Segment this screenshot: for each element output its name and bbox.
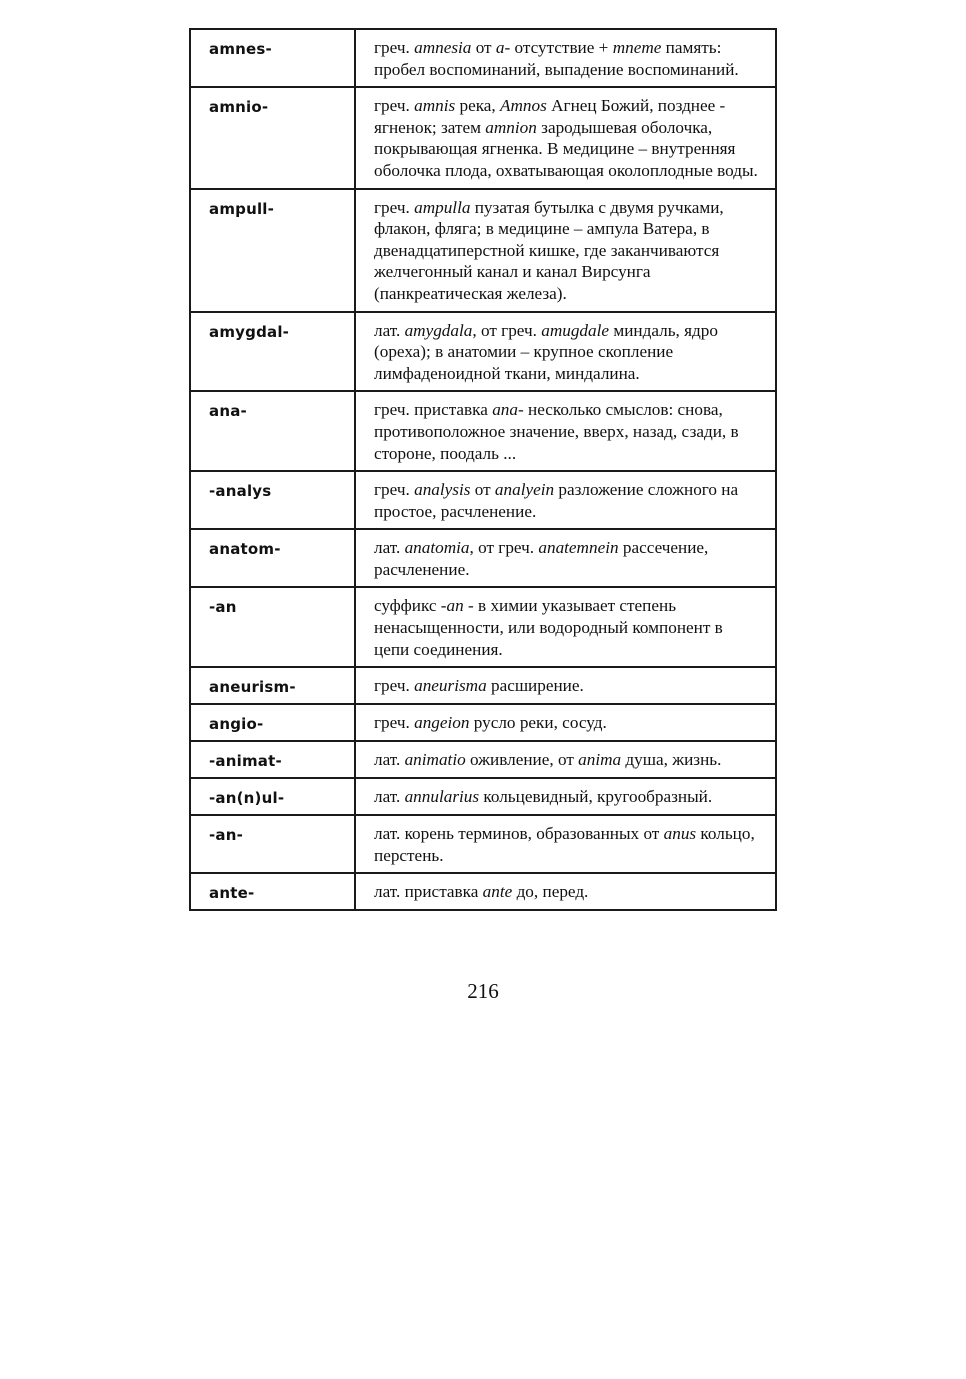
definition-text: лат. xyxy=(374,538,405,558)
definition-text: разложение сложного на простое, расчленение. xyxy=(374,480,739,521)
definition-text: до, перед. xyxy=(512,882,589,902)
definition-text: греч. xyxy=(374,96,415,116)
definition-text: пузатая бутылка с двумя ручками, флакон, фляга; в медицине – ампула Ватера, в двенадцатиперстной кишке, где заканчиваются желчегонный канал и канал Вирсунга (панкреатическая железа). xyxy=(374,197,724,303)
definition-text: память: пробел воспоминаний, выпадение воспоминаний. xyxy=(374,38,739,79)
glossary-row xyxy=(190,667,776,704)
definition-text: расширение. xyxy=(486,676,584,696)
definition-term-italic: anatemnein xyxy=(538,538,619,558)
glossary-row xyxy=(190,87,776,188)
term-cell: ante- xyxy=(190,873,355,910)
definition-text: греч. приставка xyxy=(374,400,493,420)
definition-text: от xyxy=(470,480,495,500)
definition-text: миндаль, ядро (ореха); в анатомии – крупное скопление лимфаденоидной ткани, миндалина. xyxy=(374,320,718,383)
term-cell: ampull- xyxy=(190,189,355,312)
definition-term-italic: analysis xyxy=(414,480,471,500)
glossary-row xyxy=(190,587,776,667)
glossary-row xyxy=(190,29,776,87)
definition-cell xyxy=(355,704,776,741)
glossary-row xyxy=(190,189,776,312)
definition-term-italic: animatio xyxy=(404,750,466,770)
definition-text: греч. xyxy=(374,197,415,217)
definition-cell xyxy=(355,189,776,312)
glossary-row xyxy=(190,778,776,815)
glossary-row xyxy=(190,391,776,471)
glossary-row xyxy=(190,741,776,778)
definition-term-italic: amnesia xyxy=(414,38,472,57)
glossary-row xyxy=(190,815,776,873)
term-cell: -an xyxy=(190,587,355,667)
definition-cell xyxy=(355,667,776,704)
definition-term-italic: Amnos xyxy=(500,96,547,116)
definition-term-italic: ante xyxy=(482,882,513,902)
term-cell: -an(n)ul- xyxy=(190,778,355,815)
definition-text: лат. корень терминов, образованных от xyxy=(374,824,664,844)
definition-term-italic: annularius xyxy=(404,787,480,807)
definition-cell xyxy=(355,312,776,392)
definition-cell xyxy=(355,815,776,873)
definition-text: отсутствие + xyxy=(510,38,613,57)
term-cell: anatom- xyxy=(190,529,355,587)
definition-cell xyxy=(355,741,776,778)
term-cell: -animat- xyxy=(190,741,355,778)
definition-text: лат. xyxy=(374,750,405,770)
definition-term-italic: anus xyxy=(663,824,697,844)
definition-cell xyxy=(355,587,776,667)
definition-cell xyxy=(355,391,776,471)
definition-cell xyxy=(355,471,776,529)
term-cell: ana- xyxy=(190,391,355,471)
page-number: 216 xyxy=(467,979,499,1003)
definition-cell xyxy=(355,29,776,87)
definition-text: лат. xyxy=(374,787,405,807)
definition-term-italic: aneurisma xyxy=(414,676,487,696)
definition-text: , от греч. xyxy=(472,320,542,340)
definition-text: рассечение, расчленение. xyxy=(374,538,709,579)
definition-cell xyxy=(355,87,776,188)
definition-text: несколько смыслов: снова, противоположное значение, вверх, назад, сзади, в стороне, поодаль ... xyxy=(374,400,739,463)
definition-text: лат. xyxy=(374,320,405,340)
definition-text: - в химии указывает степень ненасыщенности, или водородный компонент в цепи соединения. xyxy=(374,596,723,659)
definition-cell xyxy=(355,529,776,587)
definition-term-italic: mneme xyxy=(612,38,662,57)
definition-text: лат. приставка xyxy=(374,882,483,902)
definition-text: река, xyxy=(455,96,501,116)
term-cell: -analys xyxy=(190,471,355,529)
definition-term-italic: analyein xyxy=(494,480,555,500)
definition-text: кольцевидный, кругообразный. xyxy=(479,787,713,807)
definition-text: зародышевая оболочка, покрывающая ягненка. В медицине – внутренняя оболочка плода, охватывающая околоплодные воды. xyxy=(374,117,758,180)
definition-text: оживление, от xyxy=(465,750,579,770)
definition-term-italic: anima xyxy=(578,750,622,770)
term-cell: amygdal- xyxy=(190,312,355,392)
definition-term-italic: ana- xyxy=(492,400,524,420)
definition-term-italic: amygdala xyxy=(404,320,473,340)
term-cell: amnio- xyxy=(190,87,355,188)
glossary-row xyxy=(190,312,776,392)
term-cell: angio- xyxy=(190,704,355,741)
definition-text: Агнец Божий, позднее - ягненок; затем xyxy=(374,96,726,137)
definition-text: греч. xyxy=(374,713,415,733)
definition-term-italic: anatomia xyxy=(404,538,470,558)
definition-text: от xyxy=(471,38,496,57)
definition-term-italic: a- xyxy=(495,38,511,57)
term-cell: aneurism- xyxy=(190,667,355,704)
term-cell: amnes- xyxy=(190,29,355,87)
definition-text: душа, жизнь. xyxy=(621,750,722,770)
definition-text: , от греч. xyxy=(469,538,539,558)
glossary-row xyxy=(190,873,776,910)
glossary-table xyxy=(189,28,777,911)
definition-term-italic: ampulla xyxy=(414,197,471,217)
glossary-row xyxy=(190,471,776,529)
definition-term-italic: -an xyxy=(440,596,464,616)
definition-text: суффикс xyxy=(374,596,441,616)
definition-cell xyxy=(355,873,776,910)
definition-text: кольцо, перстень. xyxy=(374,824,755,865)
definition-text: русло реки, сосуд. xyxy=(469,713,607,733)
definition-term-italic: amugdale xyxy=(541,320,610,340)
definition-text: греч. xyxy=(374,480,415,500)
definition-term-italic: amnion xyxy=(485,117,537,137)
glossary-row xyxy=(190,704,776,741)
definition-term-italic: amnis xyxy=(414,96,456,116)
definition-text: греч. xyxy=(374,676,415,696)
term-cell: -an- xyxy=(190,815,355,873)
definition-term-italic: angeion xyxy=(414,713,470,733)
definition-cell xyxy=(355,778,776,815)
definition-text: греч. xyxy=(374,38,415,57)
glossary-body xyxy=(190,29,776,910)
glossary-row xyxy=(190,529,776,587)
